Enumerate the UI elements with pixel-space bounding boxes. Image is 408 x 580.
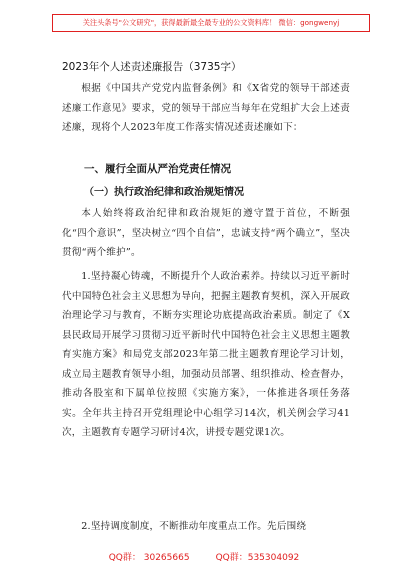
body-paragraph-3: 2.坚持调度制度，不断推动年度重点工作。先后围绕	[81, 521, 307, 532]
document-title: 2023年个人述责述廉报告（3735字）	[62, 61, 242, 73]
footer-qq-group-2: QQ群：535304092	[215, 553, 300, 563]
body-paragraph-2: 1.坚持凝心铸魂，不断提升个人政治素养。持续以习近平新时代中国特色社会主义思想为导向，把握主题教育契机，深入开展政治理论学习与教育，不断夯实理论功底提高政治素质。制定了《X县民政局开展学习贯彻习近平新时代中国特色社会主义思想主题教育实施方案》和局党支部2023年第二批主题教育理论学习计划，成立局主题教育领导小组，加强动员部署、组织推动、检查督办，推动各股室和下属单位按照《实施方案》，一体推进各项任务落实。全年共主持召开党组理论中心组学习14次，机关例会学习41次，主题教育专题学习研讨4次，讲授专题党课1次。	[62, 271, 350, 438]
footer-contact	[0, 550, 408, 563]
section-heading-1: 一、履行全面从严治党责任情况	[84, 163, 231, 175]
intro-paragraph: 根据《中国共产党党内监督条例》和《X省党的领导干部述责述廉工作意见》要求，党的领导干部应当每年在党组扩大会上述责述廉，现将个人2023年度工作落实情况述责述廉如下：	[62, 83, 350, 133]
header-banner	[52, 14, 370, 32]
body-paragraph-1: 本人始终将政治纪律和政治规矩的遵守置于首位，不断强化“四个意识”，坚决树立“四个自信”，忠诚支持“两个确立”，坚决贯彻“两个维护”。	[62, 208, 350, 258]
subsection-heading-1: （一）执行政治纪律和政治规矩情况	[84, 187, 244, 198]
footer-qq-group-1: QQ群： 30265665	[108, 553, 190, 563]
header-banner-text: 关注头条号"公文研究"，获得最新最全最专业的公文资料库！ 微信：gongwenyj	[82, 18, 340, 27]
